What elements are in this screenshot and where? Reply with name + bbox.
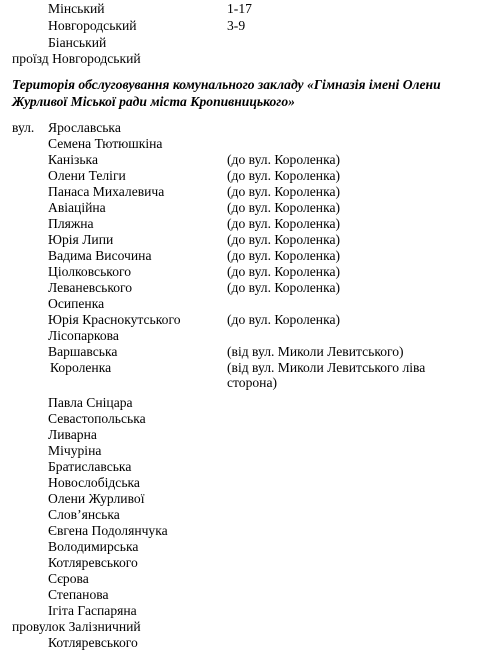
street-note: (до вул. Короленка)	[227, 200, 341, 215]
street-note: (до вул. Короленка)	[227, 216, 341, 231]
street-note: (до вул. Короленка)	[227, 168, 341, 183]
street-name: Авіаційна	[48, 200, 106, 215]
street-name: Лісопаркова	[48, 328, 119, 343]
street-name: Пляжна	[48, 216, 94, 231]
provulok-street: Котляревського	[48, 635, 138, 650]
street-note-continued: сторона)	[227, 375, 278, 390]
street-name: Вадима Височина	[48, 248, 152, 263]
street-name: Варшавська	[48, 344, 118, 359]
street-name: Братиславська	[48, 459, 132, 474]
street-name: Павла Сніцара	[48, 395, 133, 410]
street-note: (від вул. Миколи Левитського)	[227, 344, 404, 359]
street-name: Осипенка	[48, 296, 105, 311]
street-name: Юрія Липи	[48, 232, 114, 247]
street-name: Олени Теліги	[48, 168, 126, 183]
street-note: (до вул. Короленка)	[227, 312, 341, 327]
street-note: (до вул. Короленка)	[227, 152, 341, 167]
street-name: Мічуріна	[48, 443, 102, 458]
street-name: Степанова	[48, 587, 109, 602]
street-note: (від вул. Миколи Левитського ліва	[227, 360, 426, 375]
street-name: Новослобідська	[48, 475, 140, 490]
street-prefix: вул.	[12, 120, 35, 135]
street-name: Котляревського	[48, 555, 138, 570]
street-name: Леваневського	[48, 280, 133, 295]
street-name: Слов’янська	[48, 507, 120, 522]
top-street-2: Новгородський	[48, 18, 137, 33]
street-name: Короленка	[50, 360, 112, 375]
street-name: Севастопольська	[48, 411, 146, 426]
street-note: (до вул. Короленка)	[227, 232, 341, 247]
street-name: Ціолковського	[48, 264, 132, 279]
street-name: Євгена Подолянчука	[48, 523, 168, 538]
street-name: Олени Журливої	[48, 491, 145, 506]
street-name: Канізька	[48, 152, 98, 167]
street-name: Ярославська	[48, 120, 121, 135]
provulok-line: провулок Залізничний	[12, 619, 141, 634]
street-name: Ливарна	[48, 427, 97, 442]
section-heading-line-2: Журливої Міської ради міста Кропивницького»	[12, 94, 295, 109]
street-note: (до вул. Короленка)	[227, 184, 341, 199]
street-name: Семена Тютюшкіна	[48, 136, 163, 151]
street-note: (до вул. Короленка)	[227, 280, 341, 295]
top-number-2: 3-9	[227, 18, 246, 33]
top-street-1: Мінський	[48, 1, 105, 16]
section-heading-line-1: Територія обслуговування комунального закладу «Гімназія імені Олени	[12, 77, 441, 92]
street-note: (до вул. Короленка)	[227, 248, 341, 263]
street-name: Сєрова	[48, 571, 89, 586]
street-name: Ігіта Гаспаряна	[48, 603, 137, 618]
street-note: (до вул. Короленка)	[227, 264, 341, 279]
street-name: Панаса Михалевича	[48, 184, 165, 199]
street-name: Юрія Краснокутського	[48, 312, 181, 327]
street-name: Володимирська	[48, 539, 139, 554]
top-number-1: 1-17	[227, 1, 252, 16]
top-street-3: Біанський	[48, 35, 107, 50]
proizd-line: проїзд Новгородський	[12, 51, 141, 66]
